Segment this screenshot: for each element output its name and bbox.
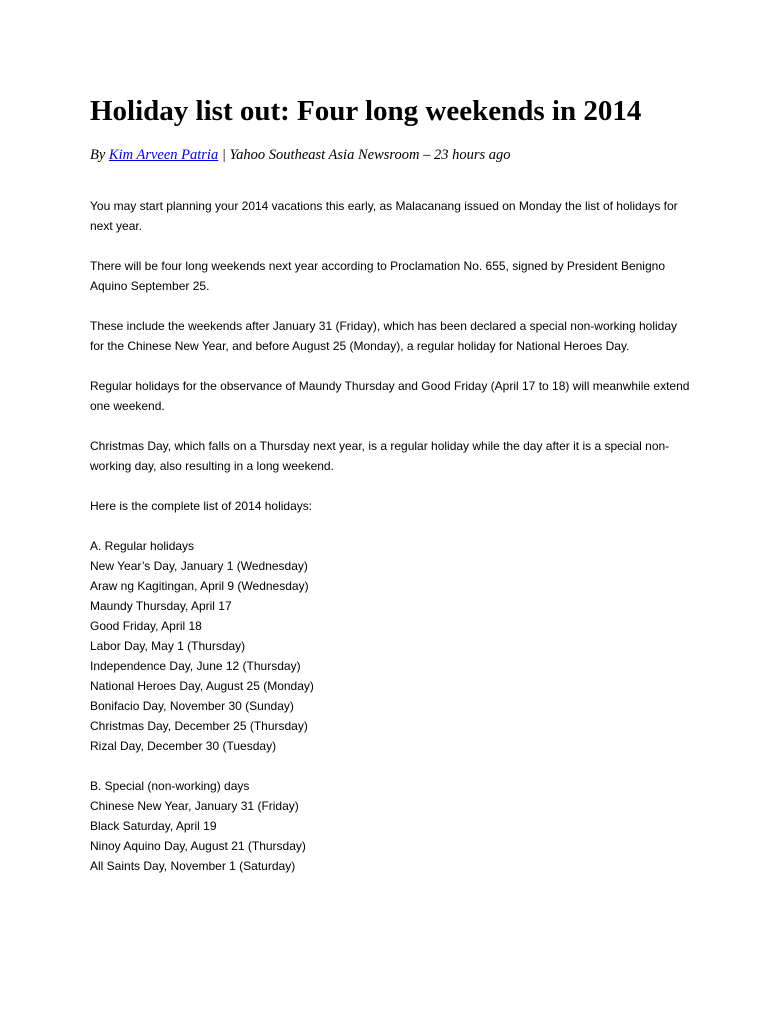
paragraph: There will be four long weekends next year according to Proclamation No. 655, signed by President Benigno Aquino September 25. [90, 259, 665, 293]
list-item: Maundy Thursday, April 17 [90, 599, 232, 613]
list-item: Good Friday, April 18 [90, 619, 202, 633]
paragraph: Christmas Day, which falls on a Thursday next year, is a regular holiday while the day after it is a special non-working day, also resulting in a long weekend. [90, 439, 670, 473]
regular-holidays-heading: A. Regular holidays [90, 539, 195, 553]
byline [90, 146, 511, 164]
special-days-heading: B. Special (non-working) days [90, 779, 250, 793]
list-item: All Saints Day, November 1 (Saturday) [90, 859, 296, 873]
special-days-list [90, 796, 690, 876]
paragraph: You may start planning your 2014 vacations this early, as Malacanang issued on Monday the list of holidays for next year. [90, 199, 678, 233]
regular-holidays-list [90, 556, 690, 756]
article-body [90, 196, 690, 896]
list-item: Christmas Day, December 25 (Thursday) [90, 719, 308, 733]
list-item: Independence Day, June 12 (Thursday) [90, 659, 301, 673]
list-item: Labor Day, May 1 (Thursday) [90, 639, 246, 653]
author-link[interactable]: Kim Arveen Patria [108, 147, 219, 163]
list-item: Araw ng Kagitingan, April 9 (Wednesday) [90, 579, 309, 593]
byline-time: 23 hours ago [433, 147, 511, 163]
article-title: Holiday list out: Four long weekends in 2014 [90, 95, 642, 127]
list-item: National Heroes Day, August 25 (Monday) [90, 679, 314, 693]
byline-separator: | [218, 147, 230, 163]
byline-dash: – [419, 147, 434, 163]
byline-source: Yahoo Southeast Asia Newsroom [229, 147, 420, 163]
list-item: Chinese New Year, January 31 (Friday) [90, 799, 299, 813]
list-item: Rizal Day, December 30 (Tuesday) [90, 739, 277, 753]
list-item: Ninoy Aquino Day, August 21 (Thursday) [90, 839, 306, 853]
paragraph: Regular holidays for the observance of Maundy Thursday and Good Friday (April 17 to 18) will meanwhile extend one weekend. [90, 379, 690, 413]
list-item: Bonifacio Day, November 30 (Sunday) [90, 699, 294, 713]
byline-prefix: By [90, 147, 109, 163]
paragraph: These include the weekends after January 31 (Friday), which has been declared a special non-working holiday for the Chinese New Year, and before August 25 (Monday), a regular holiday for National Heroes Day. [90, 319, 677, 353]
paragraph: Here is the complete list of 2014 holidays: [90, 499, 313, 513]
list-item: Black Saturday, April 19 [90, 819, 217, 833]
list-item: New Year’s Day, January 1 (Wednesday) [90, 559, 308, 573]
